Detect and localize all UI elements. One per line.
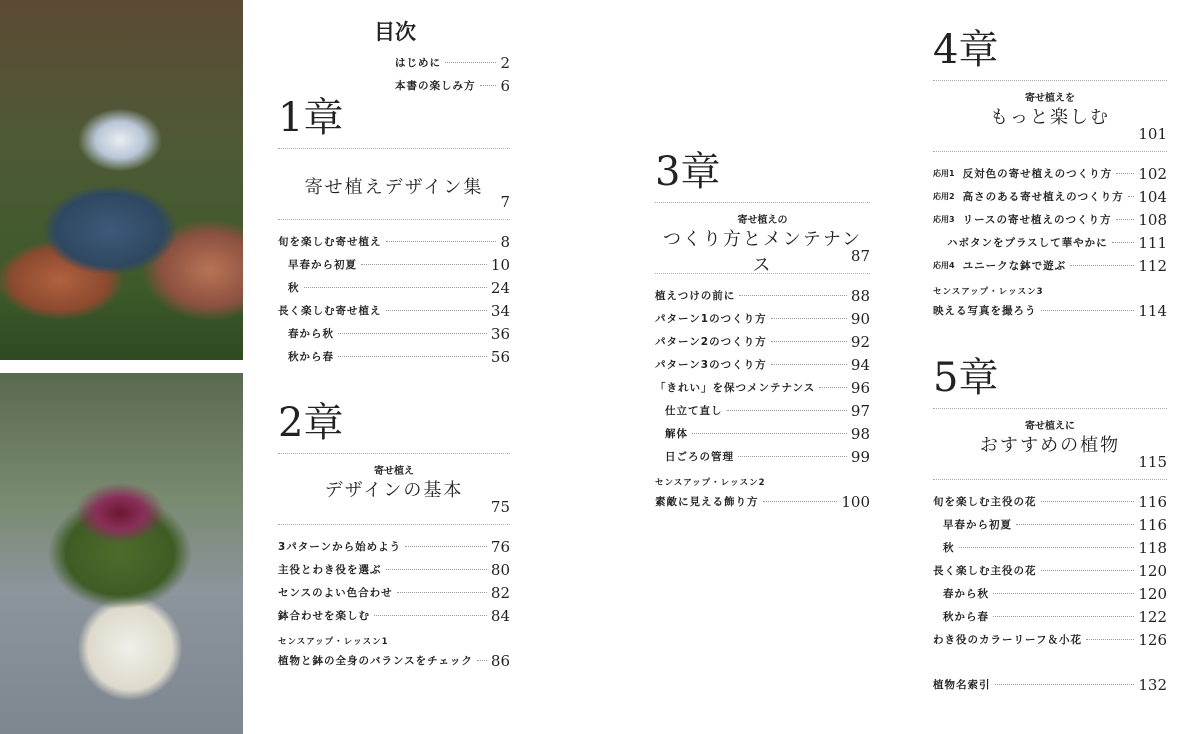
dot-leader	[763, 501, 838, 502]
chapter-2	[278, 401, 510, 672]
toc-entry[interactable]	[933, 536, 1167, 559]
dot-leader	[1041, 570, 1135, 571]
entry-label: センスのよい色合わせ	[278, 587, 393, 599]
dot-leader	[727, 410, 847, 411]
dot-leader	[993, 593, 1134, 594]
dot-leader	[1116, 219, 1135, 220]
entry-prefix: 応用3	[933, 215, 955, 224]
entry-page: 111	[1138, 233, 1167, 252]
toc-entry[interactable]	[933, 208, 1167, 231]
toc-entry[interactable]	[278, 535, 510, 558]
toc-entry[interactable]	[278, 276, 510, 299]
entry-page: 36	[490, 324, 510, 343]
chapter-number: 3章	[655, 149, 721, 195]
entry-label: 春から秋	[943, 588, 989, 600]
entry-page: 118	[1138, 538, 1167, 557]
chapter-title: つくり方とメンテナンス	[662, 229, 863, 276]
entry-label: 秋から春	[943, 611, 989, 623]
dot-leader	[304, 287, 487, 288]
entry-page: 100	[841, 492, 870, 511]
entry-page: 98	[850, 424, 870, 443]
toc-entry[interactable]	[933, 231, 1167, 254]
dot-leader	[771, 341, 847, 342]
dot-leader	[1128, 196, 1135, 197]
dot-leader	[771, 364, 847, 365]
chapter-number: 4章	[933, 27, 999, 73]
entry-prefix: 応用2	[933, 192, 955, 201]
entry-page: 116	[1138, 492, 1167, 511]
chapter-subtitle: 寄せ植えを	[1025, 93, 1075, 104]
entry-page: 10	[490, 255, 510, 274]
toc-entry[interactable]	[933, 582, 1167, 605]
dot-leader	[386, 241, 497, 242]
entry-page: 80	[490, 560, 510, 579]
entry-label: パターン3のつくり方	[655, 359, 767, 371]
entry-page: 126	[1138, 630, 1167, 649]
entry-label: 鉢合わせを楽しむ	[278, 610, 370, 622]
toc-entry[interactable]	[933, 605, 1167, 628]
dot-leader	[397, 592, 487, 593]
entry-page: 56	[490, 347, 510, 366]
chapter-page: 101	[1138, 125, 1167, 143]
toc-title: 目次	[374, 20, 416, 44]
entry-label: 旬を楽しむ寄せ植え	[278, 236, 382, 248]
dot-leader	[386, 569, 487, 570]
toc-entry[interactable]	[278, 558, 510, 581]
entry-page: 88	[850, 286, 870, 305]
chapter-number: 5章	[933, 355, 999, 401]
toc-entry[interactable]	[278, 322, 510, 345]
chapter-title-area	[933, 409, 1167, 479]
dot-leader	[1116, 173, 1134, 174]
toc-entry[interactable]	[933, 185, 1167, 208]
toc-entry[interactable]	[655, 330, 870, 353]
chapter-4	[933, 28, 1167, 322]
entry-page: 122	[1138, 607, 1167, 626]
entry-page: 2	[500, 53, 510, 72]
entry-page: 108	[1138, 210, 1167, 229]
sense-up-lesson	[655, 476, 870, 513]
dot-leader	[1070, 265, 1134, 266]
entry-prefix: 応用4	[933, 261, 955, 270]
dot-leader	[338, 333, 487, 334]
toc-entry[interactable]	[933, 628, 1167, 651]
toc-entry[interactable]	[278, 230, 510, 253]
sense-up-lesson	[278, 635, 510, 672]
entry-prefix: 応用1	[933, 169, 955, 178]
entry-page: 112	[1138, 256, 1167, 275]
chapter-title-area	[933, 81, 1167, 151]
chapter-entries	[933, 480, 1167, 651]
entry-label: 素敵に見える飾り方	[655, 496, 759, 508]
entry-label: 日ごろの管理	[665, 451, 734, 463]
toc-entry[interactable]	[655, 307, 870, 330]
chapter-page: 87	[850, 247, 870, 265]
entry-page: 99	[850, 447, 870, 466]
entry-label: 解体	[665, 428, 688, 440]
entry-page: 84	[490, 606, 510, 625]
toc-entry[interactable]	[933, 254, 1167, 277]
dot-leader	[959, 547, 1135, 548]
dot-leader	[1086, 639, 1134, 640]
chapter-title: デザインの基本	[324, 480, 464, 501]
dot-leader	[739, 295, 847, 296]
chapter-page: 115	[1138, 453, 1167, 471]
toc-entry[interactable]	[278, 253, 510, 276]
entry-label: わき役のカラーリーフ＆小花	[933, 634, 1082, 646]
chapter-page: 7	[500, 193, 510, 211]
dot-leader	[819, 387, 847, 388]
dot-leader	[771, 318, 847, 319]
entry-label: 秋	[943, 542, 955, 554]
chapter-1	[278, 96, 510, 368]
toc-entry[interactable]	[278, 299, 510, 322]
entry-label: パターン2のつくり方	[655, 336, 767, 348]
dot-leader	[995, 684, 1135, 685]
dot-leader	[1016, 524, 1134, 525]
dot-leader	[1112, 242, 1135, 243]
chapter-title: もっと楽しむ	[990, 107, 1110, 128]
entry-page: 76	[490, 537, 510, 556]
lesson-tag: センスアップ・レッスン1	[278, 637, 389, 647]
toc-entry[interactable]	[278, 581, 510, 604]
toc-entry[interactable]	[655, 445, 870, 468]
chapter-5	[933, 356, 1167, 696]
dot-leader	[477, 660, 487, 661]
dot-leader	[386, 310, 487, 311]
entry-page: 82	[490, 583, 510, 602]
chapter-title-area	[655, 203, 870, 276]
dot-leader	[1041, 310, 1135, 311]
toc-entry[interactable]	[933, 559, 1167, 582]
entry-label: 仕立て直し	[665, 405, 723, 417]
toc-entry[interactable]	[655, 399, 870, 422]
entry-page: 34	[490, 301, 510, 320]
dot-leader	[445, 62, 496, 63]
toc-entry[interactable]	[278, 345, 510, 368]
toc-entry[interactable]	[655, 353, 870, 376]
dot-leader	[738, 456, 847, 457]
photo-basket-arrangement	[0, 0, 243, 360]
photo-tin-pot-arrangement	[0, 373, 243, 734]
entry-label: 秋	[288, 282, 300, 294]
sense-up-lesson	[933, 285, 1167, 322]
entry-label: リースの寄せ植えのつくり方	[962, 214, 1112, 226]
entry-label: 「きれい」を保つメンテナンス	[655, 382, 816, 394]
chapter-entries	[278, 525, 510, 627]
dot-leader	[361, 264, 487, 265]
plant-index	[933, 673, 1167, 696]
lesson-tag: センスアップ・レッスン3	[933, 287, 1044, 297]
dot-leader	[338, 356, 487, 357]
toc-entry[interactable]	[655, 284, 870, 307]
chapter-entries	[655, 274, 870, 468]
dot-leader	[1041, 501, 1135, 502]
chapter-number: 2章	[278, 400, 344, 446]
lesson-tag: センスアップ・レッスン2	[655, 478, 766, 488]
entry-page: 132	[1138, 675, 1167, 694]
entry-page: 6	[500, 76, 510, 95]
toc-entry[interactable]	[395, 51, 510, 74]
entry-label: 早春から初夏	[288, 259, 357, 271]
entry-page: 96	[850, 378, 870, 397]
dot-leader	[405, 546, 487, 547]
entry-page: 8	[500, 232, 510, 251]
chapter-subtitle: 寄せ植えに	[1025, 421, 1075, 432]
dot-leader	[692, 433, 847, 434]
chapter-entries	[278, 220, 510, 368]
entry-page: 116	[1138, 515, 1167, 534]
toc-entry[interactable]	[933, 673, 1167, 696]
entry-page: 102	[1138, 164, 1167, 183]
entry-page: 24	[490, 278, 510, 297]
chapter-page: 75	[490, 498, 510, 516]
entry-label: 植物と鉢の全身のバランスをチェック	[278, 655, 473, 667]
entry-page: 92	[850, 332, 870, 351]
entry-page: 104	[1138, 187, 1167, 206]
chapter-number: 1章	[278, 95, 344, 141]
entry-label: 長く楽しむ主役の花	[933, 565, 1037, 577]
chapter-title: おすすめの植物	[979, 435, 1121, 456]
chapter-title-area	[278, 149, 510, 219]
entry-label: 秋から春	[288, 351, 334, 363]
chapter-subtitle: 寄せ植えの	[737, 215, 788, 226]
entry-page: 90	[850, 309, 870, 328]
toc-entry[interactable]	[933, 299, 1167, 322]
entry-label: パターン1のつくり方	[655, 313, 767, 325]
entry-label: 主役とわき役を選ぶ	[278, 564, 382, 576]
toc-entry[interactable]	[278, 649, 510, 672]
chapter-3	[655, 150, 870, 513]
intro-list	[395, 51, 510, 97]
entry-page: 114	[1138, 301, 1167, 320]
toc-entry[interactable]	[395, 74, 510, 97]
entry-label: 旬を楽しむ主役の花	[933, 496, 1037, 508]
chapter-entries	[933, 152, 1167, 277]
entry-label: 映える写真を撮ろう	[933, 305, 1037, 317]
toc-entry[interactable]	[655, 376, 870, 399]
entry-label: ユニークな鉢で遊ぶ	[962, 260, 1067, 272]
dot-leader	[374, 615, 487, 616]
entry-label: 反対色の寄せ植えのつくり方	[962, 168, 1113, 180]
entry-page: 120	[1138, 584, 1167, 603]
toc-entry[interactable]	[933, 513, 1167, 536]
entry-label: 早春から初夏	[943, 519, 1012, 531]
entry-label: 植えつけの前に	[655, 290, 736, 302]
entry-label: 本書の楽しみ方	[395, 80, 476, 92]
dot-leader	[480, 85, 497, 86]
entry-label: 春から秋	[288, 328, 334, 340]
entry-page: 120	[1138, 561, 1167, 580]
toc-entry[interactable]	[655, 422, 870, 445]
toc-entry[interactable]	[933, 162, 1167, 185]
toc-entry[interactable]	[278, 604, 510, 627]
toc-entry[interactable]	[933, 490, 1167, 513]
entry-label: 長く楽しむ寄せ植え	[278, 305, 382, 317]
entry-page: 86	[490, 651, 510, 670]
entry-label: 植物名索引	[933, 679, 991, 691]
chapter-title-area	[278, 454, 510, 524]
toc-entry[interactable]	[655, 490, 870, 513]
entry-page: 97	[850, 401, 870, 420]
chapter-subtitle: 寄せ植え	[374, 466, 414, 477]
chapter-title: 寄せ植えデザイン集	[304, 177, 484, 198]
entry-page: 94	[850, 355, 870, 374]
dot-leader	[993, 616, 1134, 617]
entry-label: ハボタンをプラスして華やかに	[947, 237, 1108, 249]
entry-label: 3パターンから始めよう	[278, 541, 402, 553]
entry-label: はじめに	[395, 57, 441, 69]
entry-label: 高さのある寄せ植えのつくり方	[962, 191, 1124, 203]
